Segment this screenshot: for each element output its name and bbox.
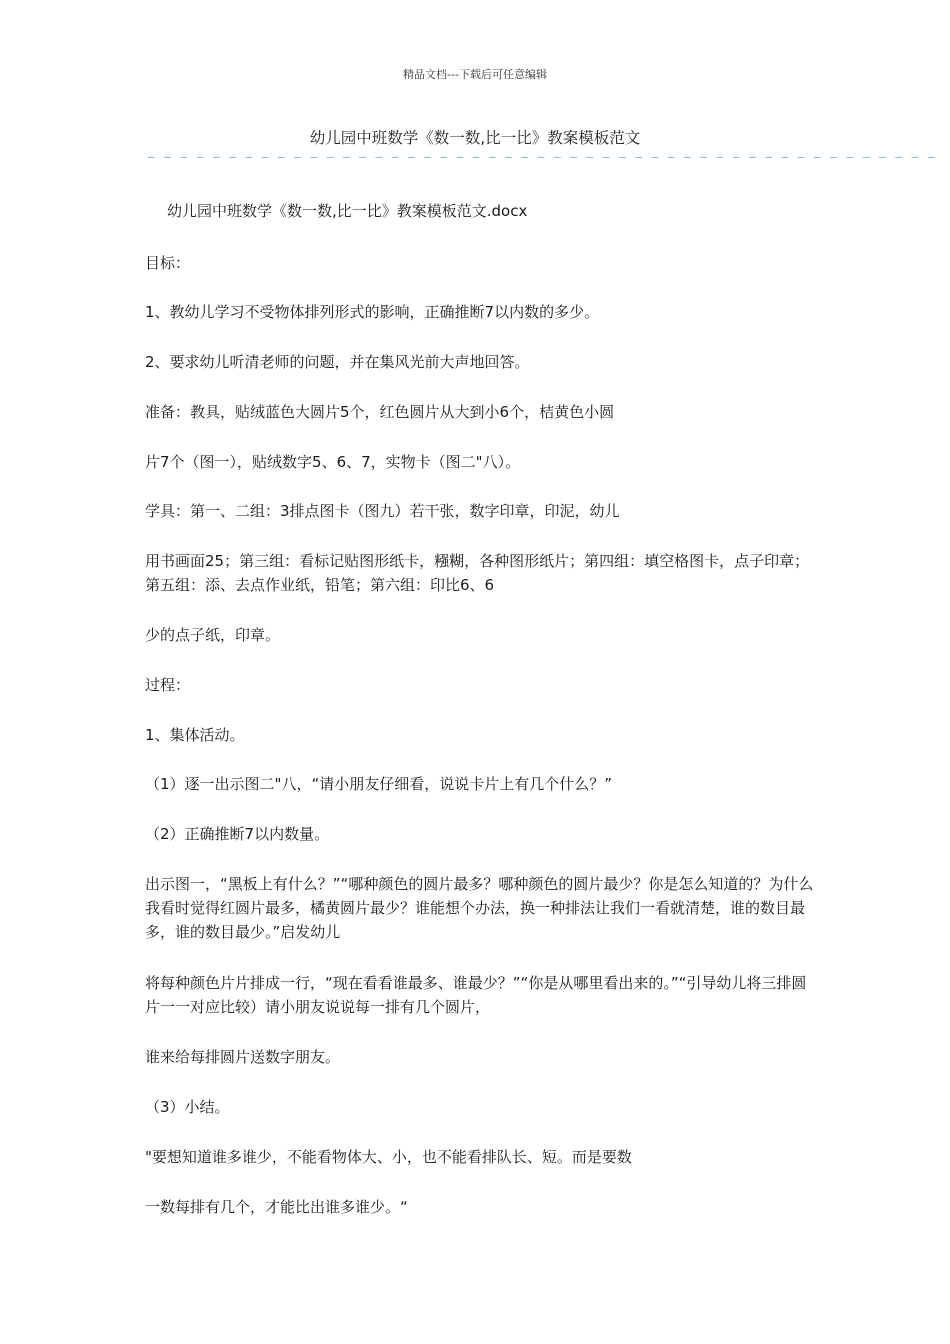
paragraph-summary-2: 一数每排有几个，才能比出谁多谁少。“ <box>145 1198 408 1216</box>
document-title: 幼儿园中班数学《数一数,比一比》教案模板范文 <box>309 129 641 147</box>
paragraph-summary-1: "要想知道谁多谁少，不能看物体大、小，也不能看排队长、短。而是要数 <box>145 1148 632 1166</box>
paragraph-prep-1: 准备：教具，贴绒蓝色大圆片5个，红色圆片从大到小6个，桔黄色小圆 <box>145 403 615 421</box>
paragraph-materials-2: 用书画面25；第三组：看标记贴图形纸卡，糨糊，各种图形纸片；第四组：填空格图卡，点子印章；第五组：添、去点作业纸，铅笔；第六组：印比6、6 <box>145 552 810 594</box>
paragraph-dialog-1: 出示图一，“黑板上有什么？”“哪种颜色的圆片最多？哪种颜色的圆片最少？你是怎么知道的？为什么我看时觉得红圆片最多，橘黄圆片最少？谁能想个办法，换一种排法让我们一看就清楚，谁的数目最多，谁的数目最少。”启发幼儿 <box>145 875 814 941</box>
paragraph-goal-heading: 目标： <box>145 254 191 272</box>
paragraph-goal-1: 1、教幼儿学习不受物体排列形式的影响，正确推断7以内数的多少。 <box>145 303 600 321</box>
paragraph-goal-2: 2、要求幼儿听清老师的问题，并在集风光前大声地回答。 <box>145 353 530 371</box>
paragraph-dialog-2: 将每种颜色片片排成一行，“现在看看谁最多、谁最少？”“你是从哪里看出来的。”“引导幼儿将三排圆片一一对应比较）请小朋友说说每一排有几个圆片， <box>145 974 807 1016</box>
paragraph-dialog-3: 谁来给每排圆片送数字朋友。 <box>145 1048 341 1066</box>
paragraph-step-1-2: （2）正确推断7以内数量。 <box>145 825 330 843</box>
paragraph-step-1-1: （1）逐一出示图二"八，“请小朋友仔细看，说说卡片上有几个什么？” <box>145 775 612 793</box>
page-header: 精品文档---下载后可任意编辑 <box>403 68 547 81</box>
paragraph-step-1-3: （3）小结。 <box>145 1098 230 1116</box>
paragraph-materials-1: 学具：第一、二组：3排点图卡（图九）若干张，数字印章，印泥，幼儿 <box>145 502 620 520</box>
paragraph-step-1: 1、集体活动。 <box>145 726 245 744</box>
paragraph-filename: 幼儿园中班数学《数一数,比一比》教案模板范文.docx <box>167 202 528 220</box>
paragraph-prep-2: 片7个（图一），贴绒数字5、6、7，实物卡（图二"八）。 <box>145 453 521 471</box>
paragraph-process-heading: 过程： <box>145 676 191 694</box>
title-divider: — — — — — — — — — — — — — — — — — — — — — — — — — — — — — — — — — — — — — — — — — — — — — — — — — <box>148 150 936 163</box>
paragraph-materials-3: 少的点子纸，印章。 <box>145 626 281 644</box>
